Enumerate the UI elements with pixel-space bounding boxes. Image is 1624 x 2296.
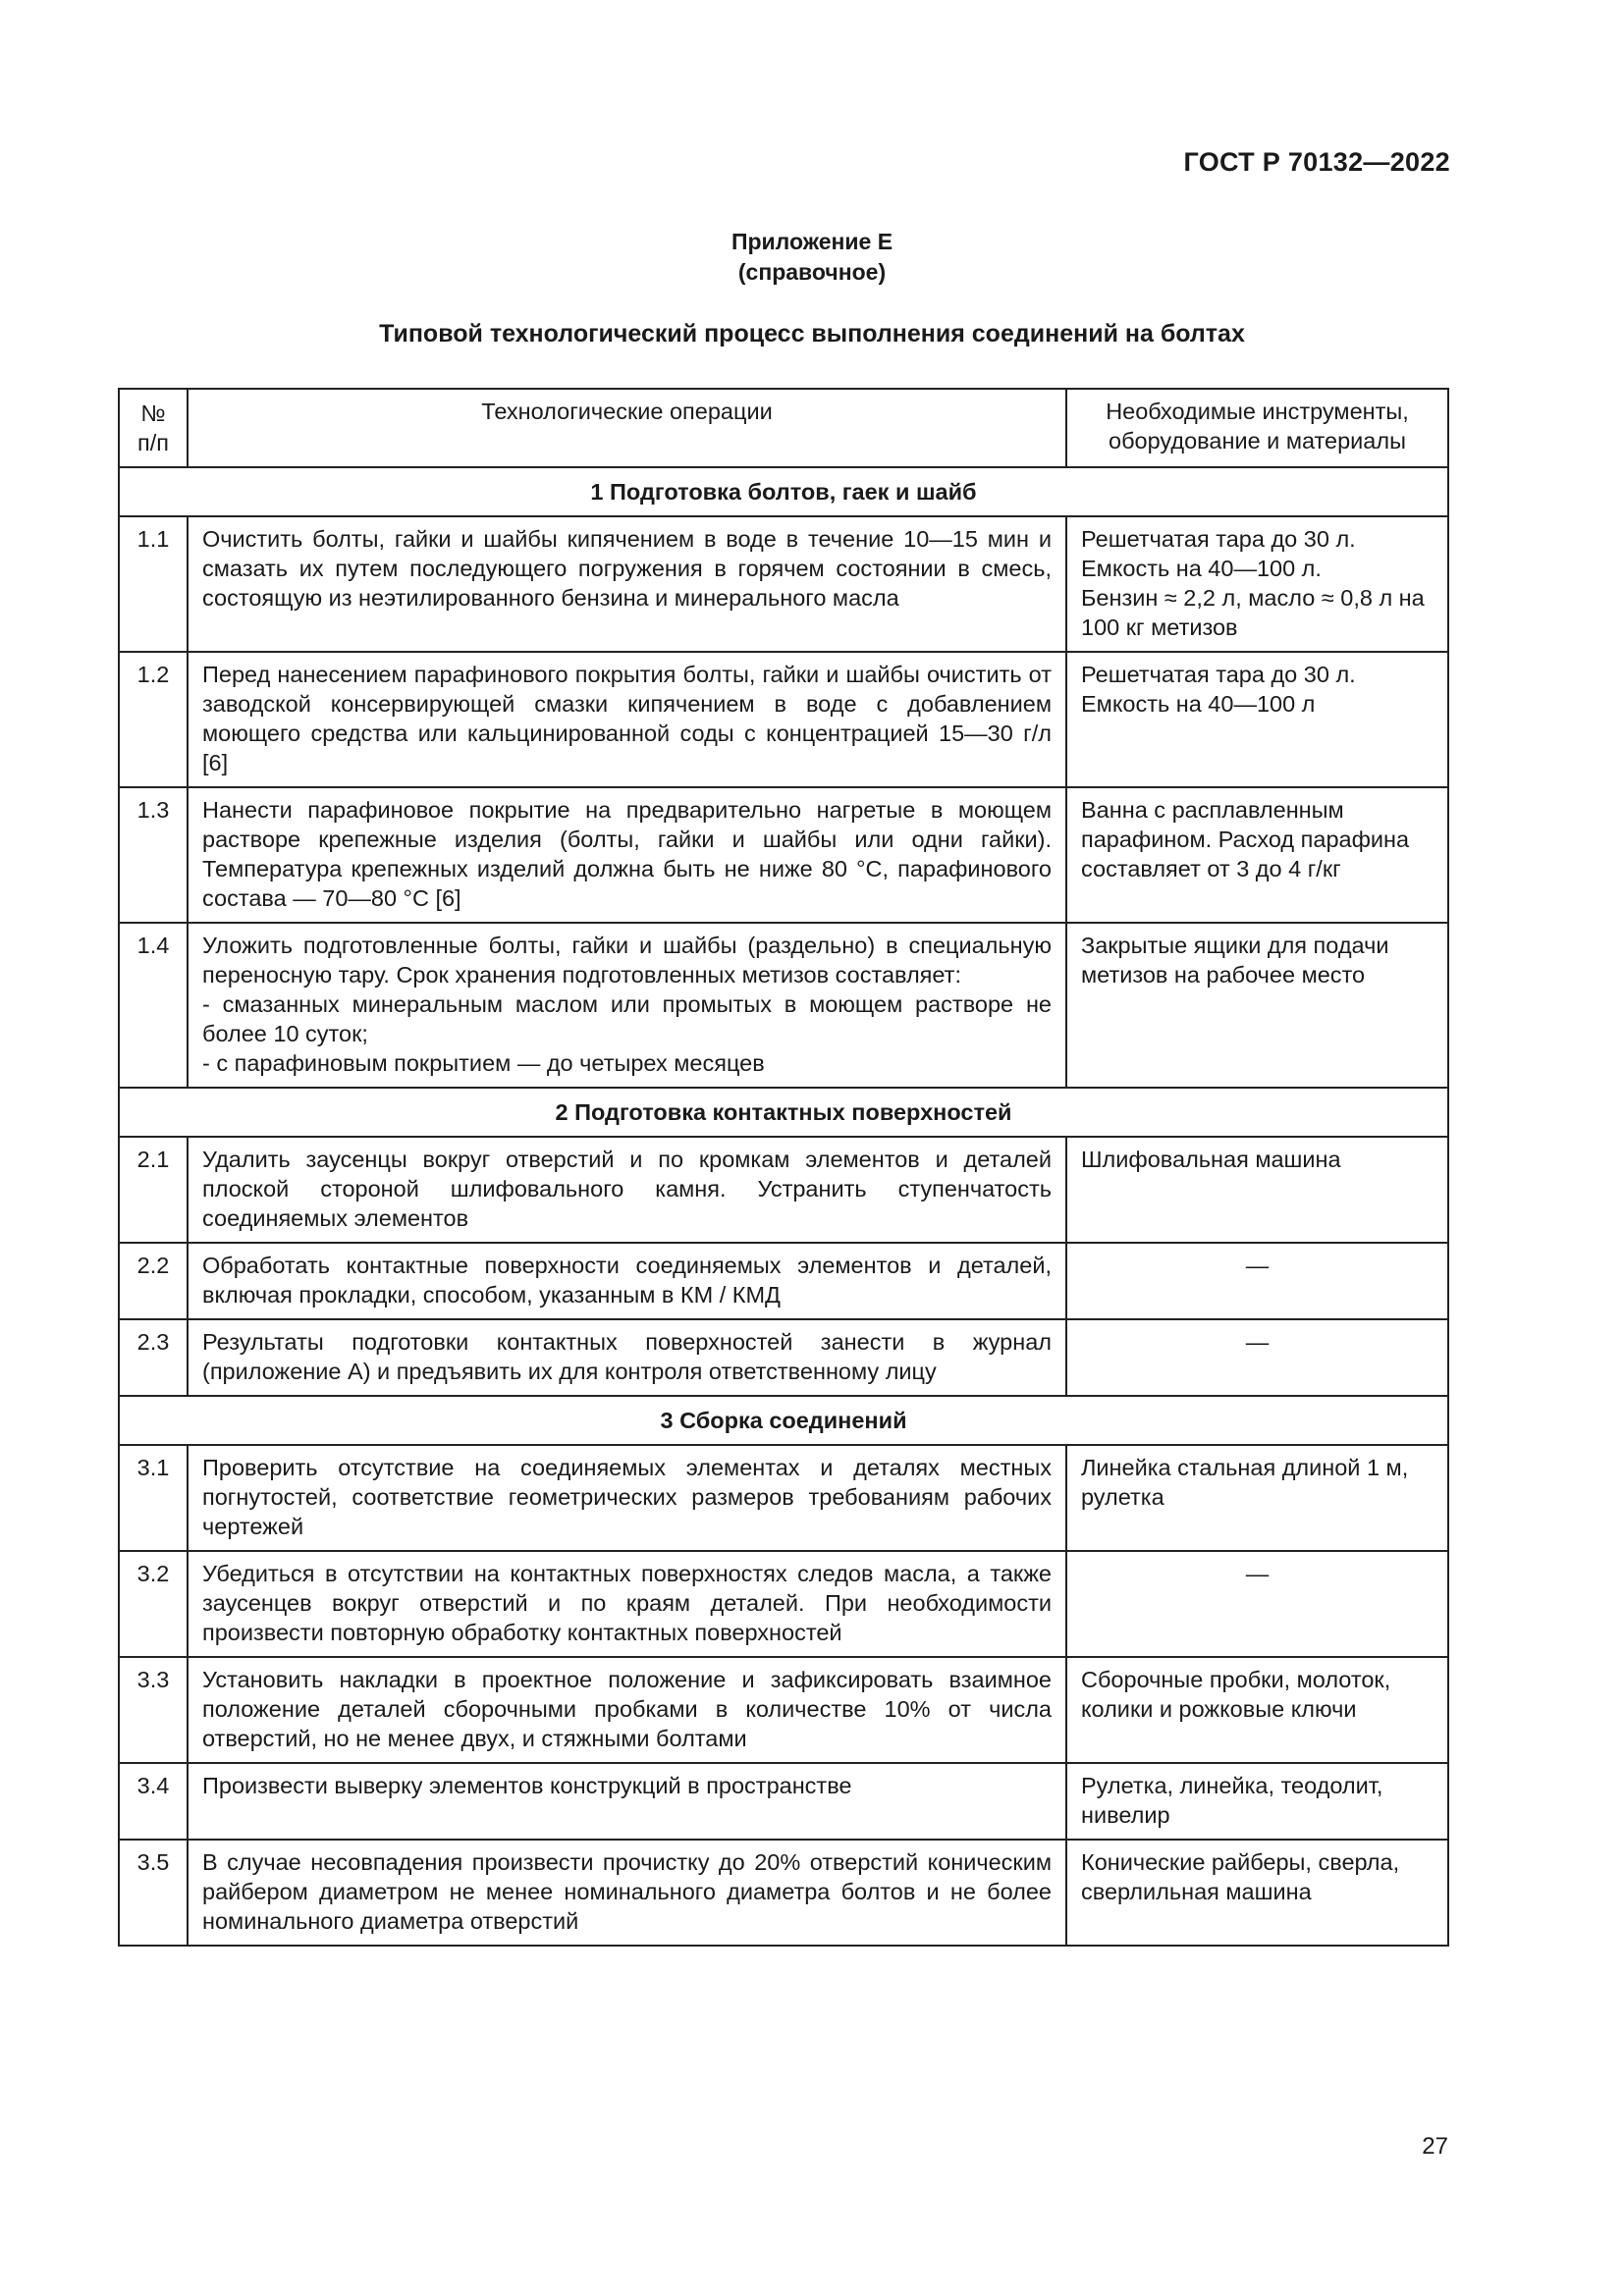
tools-text: Решетчатая тара до 30 л. [1081,526,1356,552]
operation-text: Удалить заусенцы вокруг отверстий и по кромкам элементов и деталей плоской стороной шлифовального камня. Устранить ступенчатость соединяемых элементов [202,1147,1052,1231]
tools-cell [1066,516,1448,652]
tools-cell [1066,1445,1448,1551]
header-tools [1066,389,1448,467]
table-row [119,1137,1448,1243]
operation-list-item: - смазанных минеральным маслом или промытых в моющем растворе не более 10 суток; [202,991,1052,1046]
row-number: 3.5 [119,1840,188,1946]
tools-text: Шлифовальная машина [1081,1147,1341,1172]
document-code: ГОСТ Р 70132—2022 [1183,147,1450,177]
section-row [119,1396,1448,1445]
row-number: 3.3 [119,1657,188,1763]
tools-text: Ванна с расплавленным парафином. Расход парафина составляет от 3 до 4 г/кг [1081,797,1410,881]
table-row [119,1445,1448,1551]
operation-cell [188,1137,1066,1243]
operation-text: Очистить болты, гайки и шайбы кипячением в воде в течение 10—15 мин и смазать их путем последующего погружения в горячем состоянии в смесь, состоящую из неэтилированного бензина и минерального масла [202,526,1052,611]
tools-cell [1066,1551,1448,1657]
row-number: 2.2 [119,1243,188,1319]
row-number: 1.1 [119,516,188,652]
table-body [119,467,1448,1946]
table-row [119,1243,1448,1319]
tools-cell [1066,1137,1448,1243]
tools-text: Конические райберы, сверла, сверлильная машина [1081,1849,1400,1904]
operation-text: Нанести парафиновое покрытие на предварительно нагретые в моющем растворе крепежные изделия (болты, гайки и шайбы или одни гайки). Температура крепежных изделий должна быть не ниже 80 °С, парафинового состава — 70—80 °С [6] [202,797,1052,911]
row-number: 1.2 [119,652,188,787]
tools-cell [1066,923,1448,1088]
operation-cell [188,787,1066,923]
table-row [119,1319,1448,1396]
operation-text: Результаты подготовки контактных поверхностей занести в журнал (приложение А) и предъявить их для контроля ответственному лицу [202,1329,1052,1384]
operation-text: В случае несовпадения произвести прочистку до 20% отверстий коническим райбером диаметром не менее номинального диаметра болтов и не более номинального диаметра отверстий [202,1849,1052,1934]
header-num [119,389,188,467]
header-tools-line-2: оборудование и материалы [1109,428,1406,454]
section-row [119,467,1448,516]
tools-cell [1066,787,1448,923]
operation-text: Установить накладки в проектное положение и зафиксировать взаимное положение деталей сборочными пробками в количестве 10% от числа отверстий, но не менее двух, и стяжными болтами [202,1667,1052,1751]
operation-cell [188,516,1066,652]
tools-text: Емкость на 40—100 л. [1081,556,1322,581]
operation-text: Произвести выверку элементов конструкций в пространстве [202,1773,852,1798]
tools-cell [1066,1319,1448,1396]
header-num-line-1: № [140,400,166,426]
header-operations: Технологические операции [188,389,1066,467]
annex-subtitle: (справочное) [737,259,887,285]
table-row [119,923,1448,1088]
operation-cell [188,1319,1066,1396]
tools-text: Рулетка, линейка, теодолит, нивелир [1081,1773,1383,1828]
tools-text: — [1245,1561,1270,1586]
table-row [119,652,1448,787]
annex-title: Приложение Е [731,229,893,254]
tools-text: Бензин ≈ 2,2 л, масло ≈ 0,8 л на 100 кг метизов [1081,585,1425,640]
operation-text: Уложить подготовленные болты, гайки и шайбы (раздельно) в специальную переносную тару. Срок хранения подготовленных метизов составляет: [202,933,1052,988]
table-row [119,787,1448,923]
operation-cell [188,923,1066,1088]
tools-text: Сборочные пробки, молоток, колики и рожковые ключи [1081,1667,1391,1722]
row-number: 1.4 [119,923,188,1088]
table-row [119,516,1448,652]
row-number: 3.1 [119,1445,188,1551]
operation-cell [188,1445,1066,1551]
tools-cell [1066,1763,1448,1840]
row-number: 3.4 [119,1763,188,1840]
operation-list-item: - с парафиновым покрытием — до четырех месяцев [202,1050,765,1076]
operation-cell [188,1763,1066,1840]
operation-text: Обработать контактные поверхности соединяемых элементов и деталей, включая прокладки, способом, указанным в КМ / КМД [202,1253,1052,1308]
header-tools-line-1: Необходимые инструменты, [1106,399,1409,424]
row-number: 2.1 [119,1137,188,1243]
annex-heading [0,227,1624,288]
row-number: 3.2 [119,1551,188,1657]
operation-cell [188,652,1066,787]
tools-cell [1066,1840,1448,1946]
header-num-line-2: п/п [137,430,169,455]
process-table [118,388,1449,1947]
tools-cell [1066,1243,1448,1319]
tools-cell [1066,1657,1448,1763]
section-title: 3 Сборка соединений [119,1396,1448,1445]
operation-cell [188,1657,1066,1763]
table-row [119,1763,1448,1840]
table-row [119,1551,1448,1657]
operation-cell [188,1551,1066,1657]
table-row [119,1657,1448,1763]
operation-cell [188,1840,1066,1946]
tools-text: — [1245,1253,1270,1278]
tools-text: — [1245,1329,1270,1355]
section-row [119,1088,1448,1137]
section-title: 1 Подготовка болтов, гаек и шайб [119,467,1448,516]
tools-text: Емкость на 40—100 л [1081,691,1316,717]
document-title: Типовой технологический процесс выполнения соединений на болтах [379,320,1245,347]
operation-cell [188,1243,1066,1319]
section-title: 2 Подготовка контактных поверхностей [119,1088,1448,1137]
operation-text: Перед нанесением парафинового покрытия болты, гайки и шайбы очистить от заводской консервирующей смазки кипячением в воде с добавлением моющего средства или кальцинированной соды с концентрацией 15—30 г/л [6] [202,662,1052,775]
tools-text: Закрытые ящики для подачи метизов на рабочее место [1081,933,1389,988]
table-header-row [119,389,1448,467]
tools-text: Линейка стальная длиной 1 м, рулетка [1081,1455,1409,1510]
table-row [119,1840,1448,1946]
page-number: 27 [1422,2133,1448,2160]
operation-text: Убедиться в отсутствии на контактных поверхностях следов масла, а также заусенцев вокруг отверстий и по краям деталей. При необходимости произвести повторную обработку контактных поверхностей [202,1561,1052,1645]
tools-text: Решетчатая тара до 30 л. [1081,662,1356,687]
tools-cell [1066,652,1448,787]
operation-text: Проверить отсутствие на соединяемых элементах и деталях местных погнутостей, соответствие геометрических размеров требованиям рабочих чертежей [202,1455,1052,1539]
row-number: 1.3 [119,787,188,923]
row-number: 2.3 [119,1319,188,1396]
